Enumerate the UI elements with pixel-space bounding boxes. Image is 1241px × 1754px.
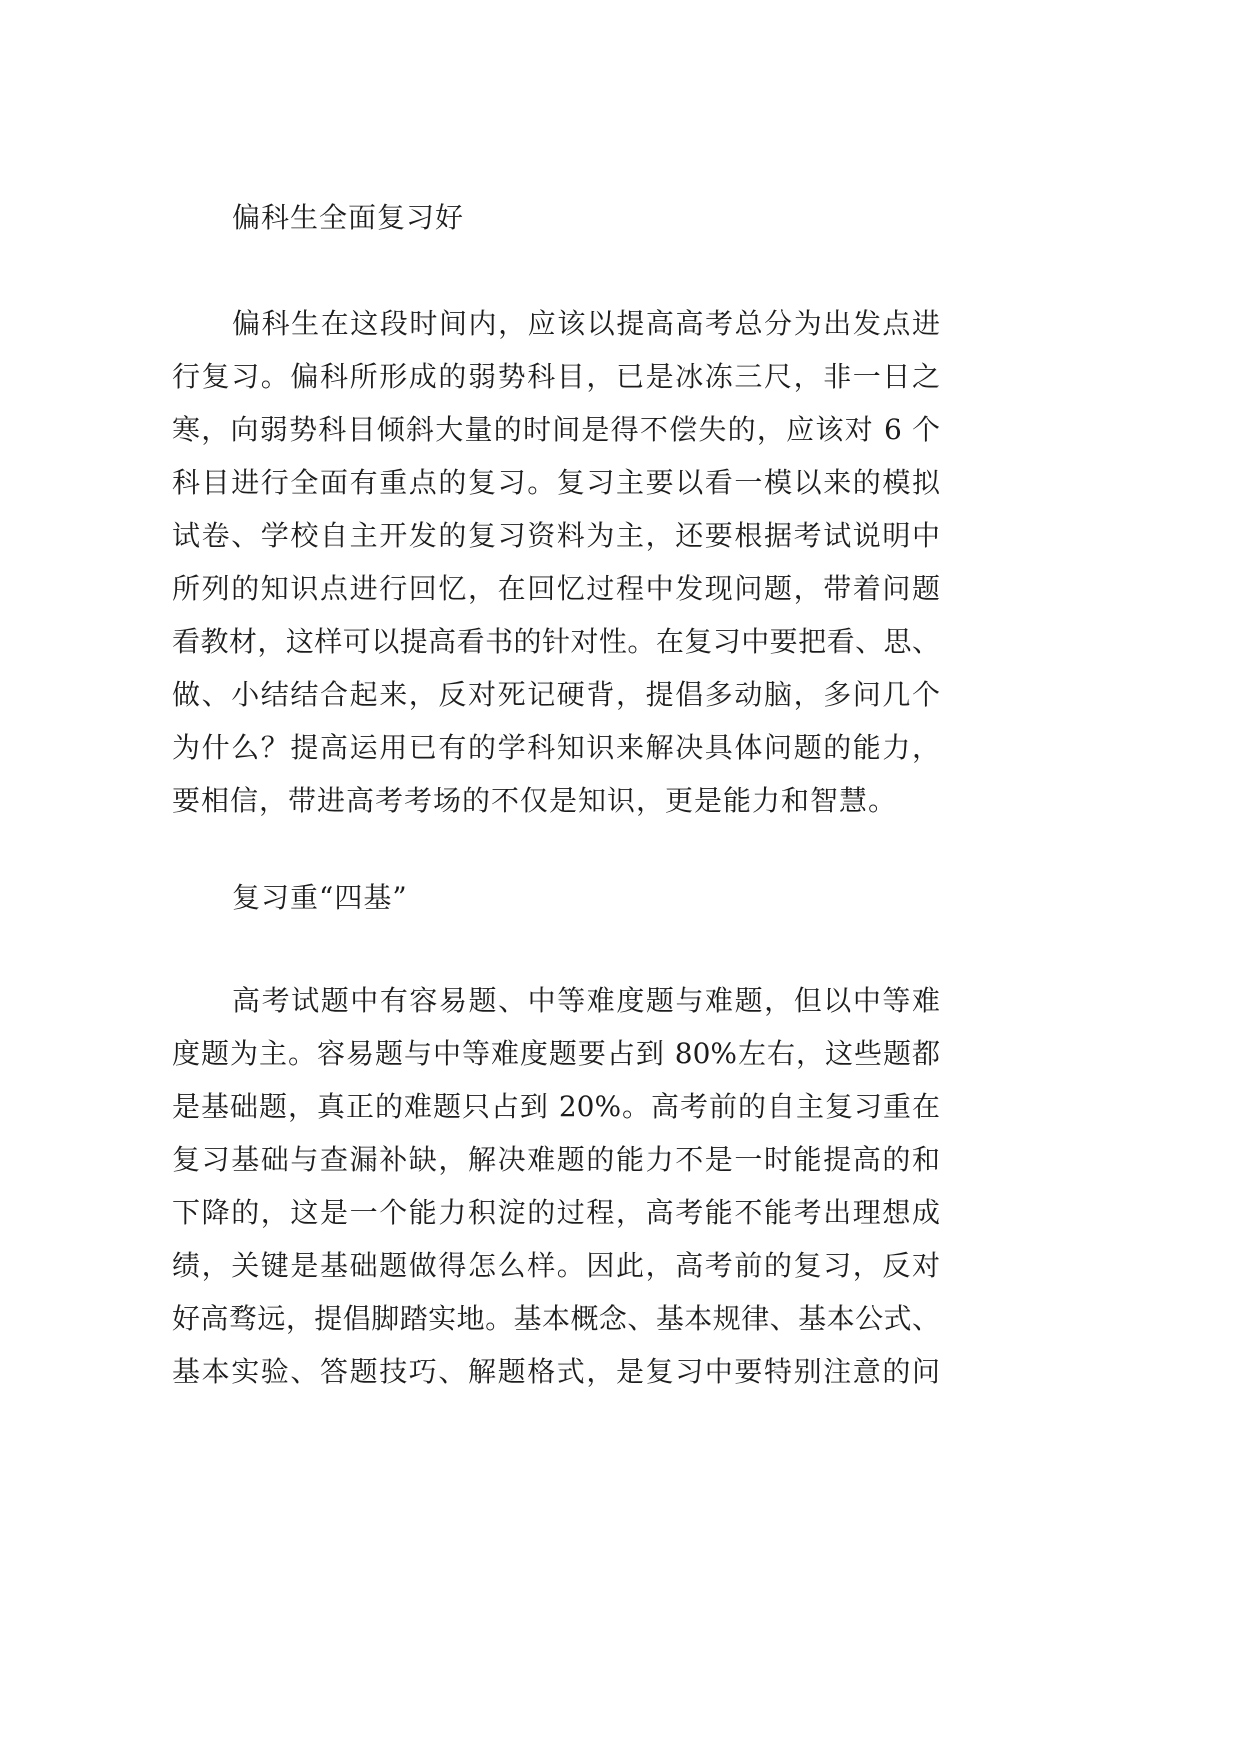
paragraph-line: 做、小结结合起来，反对死记硬背，提倡多动脑，多问几个 bbox=[172, 678, 940, 711]
paragraph-line: 要相信，带进高考考场的不仅是知识，更是能力和智慧。 bbox=[172, 784, 898, 817]
section-heading-block bbox=[172, 191, 940, 244]
paragraph bbox=[172, 297, 940, 827]
paragraph-line: 为什么？提高运用已有的学科知识来解决具体问题的能力， bbox=[172, 731, 940, 764]
paragraph-line: 基本实验、答题技巧、解题格式，是复习中要特别注意的问 bbox=[172, 1355, 940, 1388]
paragraph-line: 所列的知识点进行回忆，在回忆过程中发现问题，带着问题 bbox=[172, 572, 940, 605]
section-heading: 偏科生全面复习好 bbox=[232, 201, 465, 234]
paragraph-line: 好高骛远，提倡脚踏实地。基本概念、基本规律、基本公式、 bbox=[172, 1302, 940, 1335]
paragraph-line: 科目进行全面有重点的复习。复习主要以看一模以来的模拟 bbox=[172, 466, 940, 499]
section-heading-block bbox=[172, 871, 940, 924]
paragraph-line: 度题为主。容易题与中等难度题要占到 80%左右，这些题都 bbox=[172, 1037, 940, 1070]
paragraph-line: 复习基础与查漏补缺，解决难题的能力不是一时能提高的和 bbox=[172, 1143, 940, 1176]
paragraph-line: 试卷、学校自主开发的复习资料为主，还要根据考试说明中 bbox=[172, 519, 940, 552]
paragraph-line: 高考试题中有容易题、中等难度题与难题，但以中等难 bbox=[232, 984, 940, 1017]
paragraph bbox=[172, 974, 940, 1398]
paragraph-line: 寒，向弱势科目倾斜大量的时间是得不偿失的，应该对 6 个 bbox=[172, 413, 940, 446]
paragraph-line: 看教材，这样可以提高看书的针对性。在复习中要把看、思、 bbox=[172, 625, 940, 658]
paragraph-line: 是基础题，真正的难题只占到 20%。高考前的自主复习重在 bbox=[172, 1090, 940, 1123]
paragraph-line: 偏科生在这段时间内，应该以提高高考总分为出发点进 bbox=[232, 307, 940, 340]
paragraph-line: 绩，关键是基础题做得怎么样。因此，高考前的复习，反对 bbox=[172, 1249, 940, 1282]
paragraph-line: 下降的，这是一个能力积淀的过程，高考能不能考出理想成 bbox=[172, 1196, 940, 1229]
section-heading: 复习重“四基” bbox=[232, 881, 408, 914]
paragraph-line: 行复习。偏科所形成的弱势科目，已是冰冻三尺，非一日之 bbox=[172, 360, 940, 393]
